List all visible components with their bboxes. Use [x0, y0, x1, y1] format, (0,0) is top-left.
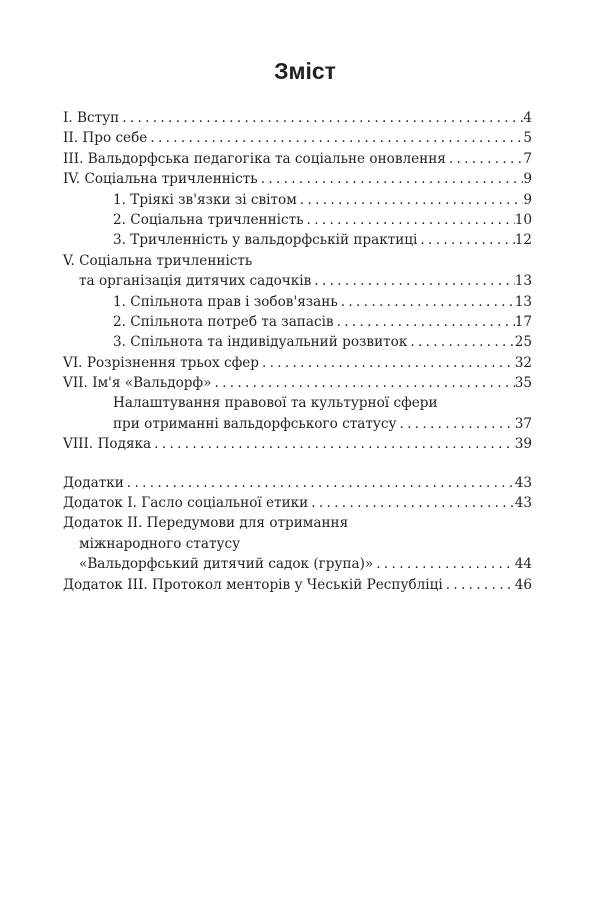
- toc-entry-title: Налаштування правової та культурної сфери: [113, 395, 438, 412]
- toc-entry[interactable]: [63, 190, 532, 210]
- dot-leader: [443, 575, 515, 595]
- toc-entry-page: 37: [514, 415, 532, 432]
- toc-entry-title: Додаток ІІ. Передумови для отримання: [63, 515, 349, 532]
- toc-entry-page: 7: [523, 150, 532, 167]
- toc-entry[interactable]: [63, 434, 532, 454]
- toc-entry-title: 1. Трiякі зв'язки зі світом: [113, 191, 297, 208]
- toc-entry-title: 3. Тричленність у вальдорфській практиці: [113, 232, 418, 249]
- toc-entry[interactable]: [63, 169, 532, 189]
- dot-leader: [373, 554, 514, 574]
- toc-entry-page: 9: [523, 191, 532, 208]
- toc-entry[interactable]: [63, 513, 532, 533]
- dot-leader: [297, 190, 524, 210]
- dot-leader: [124, 473, 515, 493]
- dot-leader: [304, 210, 515, 230]
- toc-entry-page: 9: [523, 171, 532, 188]
- toc-entry[interactable]: [63, 373, 532, 393]
- dot-leader: [417, 230, 514, 250]
- toc-entry-title: при отриманні вальдорфського статусу: [113, 415, 397, 432]
- toc-entry-page: 4: [523, 110, 532, 126]
- toc-entry[interactable]: [63, 393, 532, 413]
- toc-entry[interactable]: [63, 230, 532, 250]
- toc-entry-title: «Вальдорфський дитячий садок (група)»: [79, 556, 374, 573]
- toc-entry-title: IV. Соціальна тричленність: [63, 171, 258, 188]
- dot-leader: [308, 493, 514, 513]
- dot-leader: [338, 292, 515, 312]
- dot-leader: [147, 128, 523, 148]
- toc-entry[interactable]: [63, 554, 532, 574]
- toc-entry-page: 25: [514, 334, 532, 351]
- toc-entry-page: 43: [514, 474, 532, 491]
- toc-entry-title: VII. Ім'я «Вальдорф»: [63, 375, 212, 392]
- toc-entry-page: 5: [523, 130, 532, 147]
- toc-entry-page: 10: [514, 211, 532, 228]
- toc-entry-title: VIII. Подяка: [63, 436, 152, 453]
- toc-entry[interactable]: [63, 292, 532, 312]
- page-title: Зміст: [274, 58, 336, 84]
- toc-entry-page: 39: [514, 436, 532, 453]
- toc-entry-title: та організація дитячих садочків: [79, 273, 312, 290]
- dot-leader: [151, 434, 515, 454]
- toc-entry[interactable]: [63, 251, 532, 271]
- dot-leader: [334, 312, 515, 332]
- toc-entry-page: 13: [514, 273, 532, 290]
- toc-entry[interactable]: [63, 128, 532, 148]
- toc-entry-title: V. Соціальна тричленність: [63, 252, 253, 269]
- toc-entry-page: 43: [514, 495, 532, 512]
- table-of-contents: [63, 108, 532, 595]
- toc-entry-page: 12: [514, 232, 532, 249]
- toc-entry-title: Додатки: [63, 474, 124, 491]
- dot-leader: [396, 414, 514, 434]
- toc-entry-title: Додаток ІІІ. Протокол менторів у Чеській Республіці: [63, 576, 443, 593]
- toc-entry-title: 2. Спільнота потреб та запасів: [113, 313, 334, 330]
- toc-entry[interactable]: [63, 312, 532, 332]
- toc-entry[interactable]: [63, 493, 532, 513]
- toc-entry-title: Додаток І. Гасло соціальної етики: [63, 495, 309, 512]
- dot-leader: [119, 108, 523, 128]
- toc-entry-page: 17: [514, 313, 532, 330]
- toc-entry[interactable]: [63, 473, 532, 493]
- toc-entry-title: ІІ. Про себе: [63, 130, 148, 147]
- toc-entry[interactable]: [63, 575, 532, 595]
- toc-entry-title: І. Вступ: [63, 110, 120, 126]
- dot-leader: [258, 169, 524, 189]
- dot-leader: [211, 373, 514, 393]
- dot-leader: [311, 271, 514, 291]
- toc-entry-page: 32: [514, 354, 532, 371]
- dot-leader: [259, 353, 515, 373]
- toc-entry[interactable]: [63, 414, 532, 434]
- toc-entry[interactable]: [63, 108, 532, 128]
- toc-entry-page: 13: [514, 293, 532, 310]
- toc-entry-title: 1. Спільнота прав і зобов'язань: [113, 293, 338, 310]
- toc-entry-title: 2. Соціальна тричленність: [113, 211, 304, 228]
- toc-entry[interactable]: [63, 271, 532, 291]
- toc-entry[interactable]: [63, 210, 532, 230]
- toc-entry-page: 44: [514, 556, 532, 573]
- toc-entry-title: ІІІ. Вальдорфська педагогіка та соціальне оновлення: [63, 150, 446, 167]
- toc-entry[interactable]: [63, 353, 532, 373]
- toc-entry-title: VI. Розрізнення трьох сфер: [63, 354, 259, 371]
- toc-entry[interactable]: [63, 149, 532, 169]
- toc-entry-title: 3. Спільнота та індивідуальний розвиток: [113, 334, 408, 351]
- toc-entry-title: міжнародного статусу: [79, 535, 241, 552]
- toc-entry[interactable]: [63, 332, 532, 352]
- toc-entry[interactable]: [63, 534, 532, 554]
- dot-leader: [407, 332, 514, 352]
- toc-entry-page: 35: [514, 375, 532, 392]
- dot-leader: [446, 149, 523, 169]
- toc-entry-page: 46: [514, 576, 532, 593]
